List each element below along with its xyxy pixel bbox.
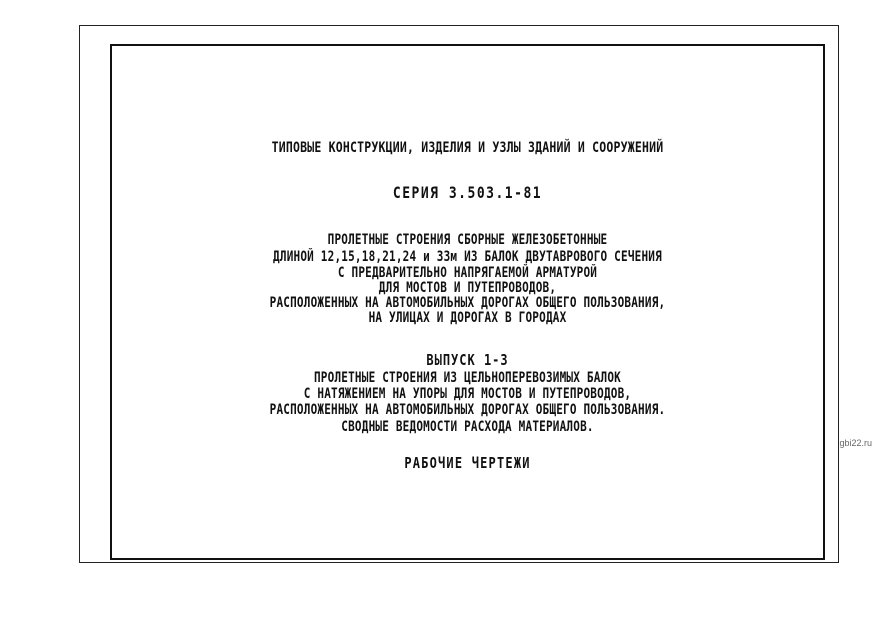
description-line: НА УЛИЦАХ И ДОРОГАХ В ГОРОДАХ: [368, 309, 567, 326]
vypusk-line: СВОДНЫЕ ВЕДОМОСТИ РАСХОДА МАТЕРИАЛОВ.: [341, 418, 594, 435]
series-number: СЕРИЯ 3.503.1-81: [392, 184, 543, 203]
vypusk-title: ВЫПУСК 1-3: [426, 351, 509, 369]
description-line: ДЛЯ МОСТОВ И ПУТЕПРОВОДОВ,: [378, 279, 557, 296]
document-header: ТИПОВЫЕ КОНСТРУКЦИИ, ИЗДЕЛИЯ И УЗЛЫ ЗДАНИЙ И СООРУЖЕНИЙ: [271, 138, 664, 156]
vypusk-line: С НАТЯЖЕНИЕМ НА УПОРЫ ДЛЯ МОСТОВ И ПУТЕПРОВОДОВ,: [303, 385, 632, 402]
vypusk-line: ПРОЛЕТНЫЕ СТРОЕНИЯ ИЗ ЦЕЛЬНОПЕРЕВОЗИМЫХ БАЛОК: [313, 369, 621, 386]
watermark-text: gbi22.ru: [839, 438, 872, 448]
vypusk-line: РАСПОЛОЖЕННЫХ НА АВТОМОБИЛЬНЫХ ДОРОГАХ ОБЩЕГО ПОЛЬЗОВАНИЯ.: [269, 401, 666, 418]
description-line: С ПРЕДВАРИТЕЛЬНО НАПРЯГАЕМОЙ АРМАТУРОЙ: [337, 264, 598, 281]
description-line: ДЛИНОЙ 12,15,18,21,24 и 33м ИЗ БАЛОК ДВУТАВРОВОГО СЕЧЕНИЯ: [273, 248, 662, 265]
working-drawings-label: РАБОЧИЕ ЧЕРТЕЖИ: [404, 454, 531, 472]
description-line: ПРОЛЕТНЫЕ СТРОЕНИЯ СБОРНЫЕ ЖЕЛЕЗОБЕТОННЫЕ: [327, 231, 608, 248]
description-line: РАСПОЛОЖЕННЫХ НА АВТОМОБИЛЬНЫХ ДОРОГАХ ОБЩЕГО ПОЛЬЗОВАНИЯ,: [269, 294, 666, 311]
